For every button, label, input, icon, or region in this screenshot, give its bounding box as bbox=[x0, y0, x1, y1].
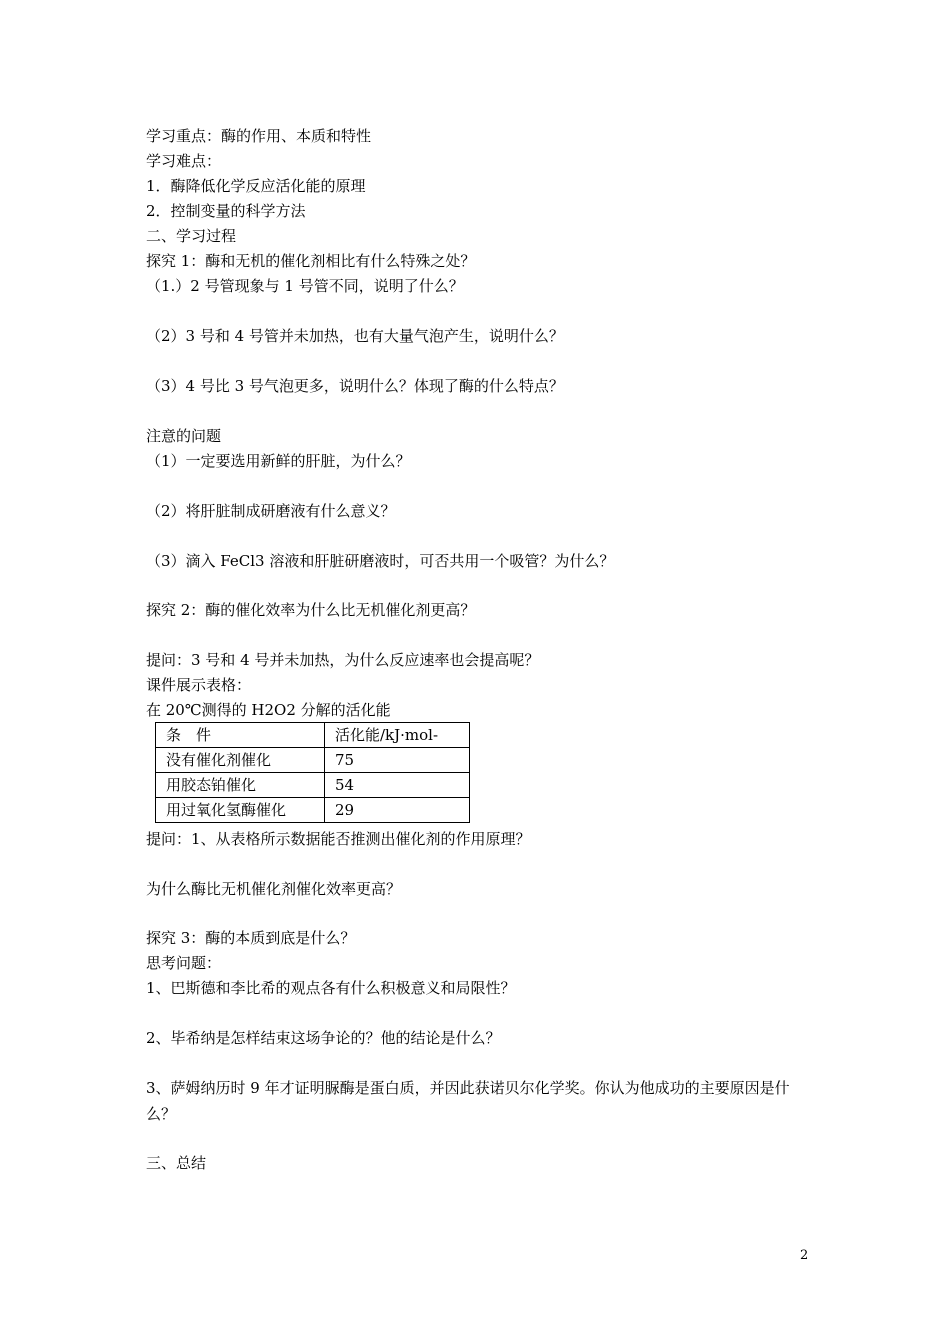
explore-1-question-3: （3）4 号比 3 号气泡更多，说明什么？体现了酶的什么特点？ bbox=[146, 377, 564, 395]
table-cell: 没有催化剂催化 bbox=[156, 748, 325, 773]
table-cell: 用胶态铂催化 bbox=[156, 773, 325, 798]
think-question-1: 1、巴斯德和李比希的观点各有什么积极意义和局限性？ bbox=[146, 979, 516, 997]
table-header-cell: 条 件 bbox=[156, 723, 325, 748]
note-3: （3）滴入 FeCl3 溶液和肝脏研磨液时，可否共用一个吸管？为什么？ bbox=[146, 552, 615, 570]
section-heading-process: 二、学习过程 bbox=[146, 227, 237, 245]
table-caption: 在 20℃测得的 H2O2 分解的活化能 bbox=[146, 701, 391, 719]
learning-focus: 学习重点：酶的作用、本质和特性 bbox=[146, 127, 372, 145]
table-row bbox=[156, 773, 470, 798]
note-2: （2）将肝脏制成研磨液有什么意义？ bbox=[146, 502, 396, 520]
explore-2-heading: 探究 2：酶的催化效率为什么比无机催化剂更高？ bbox=[146, 601, 476, 619]
table-header-row bbox=[156, 723, 470, 748]
think-heading: 思考问题： bbox=[146, 954, 222, 972]
notes-heading: 注意的问题 bbox=[146, 427, 222, 445]
activation-energy-table bbox=[155, 722, 470, 823]
courseware-label: 课件展示表格： bbox=[146, 676, 252, 694]
explore-1-question-1: （1.）2 号管现象与 1 号管不同，说明了什么？ bbox=[146, 277, 464, 295]
question-catalyst-principle: 提问：1、从表格所示数据能否推测出催化剂的作用原理？ bbox=[146, 830, 531, 848]
section-heading-summary: 三、总结 bbox=[146, 1154, 207, 1172]
table-cell: 54 bbox=[325, 773, 470, 798]
think-question-2: 2、毕希纳是怎样结束这场争论的？他的结论是什么？ bbox=[146, 1029, 501, 1047]
question-enzyme-efficiency: 为什么酶比无机催化剂催化效率更高？ bbox=[146, 880, 402, 898]
table-cell: 75 bbox=[325, 748, 470, 773]
table-cell: 29 bbox=[325, 798, 470, 823]
question-heating: 提问：3 号和 4 号并未加热，为什么反应速率也会提高呢？ bbox=[146, 651, 540, 669]
page-number: 2 bbox=[800, 1248, 809, 1263]
explore-3-heading: 探究 3：酶的本质到底是什么？ bbox=[146, 929, 356, 947]
difficulty-item-1: 1．酶降低化学反应活化能的原理 bbox=[146, 177, 366, 195]
table-row bbox=[156, 748, 470, 773]
explore-1-heading: 探究 1：酶和无机的催化剂相比有什么特殊之处？ bbox=[146, 252, 476, 270]
explore-1-question-2: （2）3 号和 4 号管并未加热，也有大量气泡产生，说明什么？ bbox=[146, 327, 564, 345]
difficulty-item-2: 2．控制变量的科学方法 bbox=[146, 202, 306, 220]
learning-difficulty-title: 学习难点： bbox=[146, 152, 222, 170]
think-question-3: 3、萨姆纳历时 9 年才证明脲酶是蛋白质，并因此获诺贝尔化学奖。你认为他成功的主要原因是什么？ bbox=[146, 1079, 790, 1123]
table-header-cell: 活化能/kJ·mol- bbox=[325, 723, 470, 748]
table-row bbox=[156, 798, 470, 823]
note-1: （1）一定要选用新鲜的肝脏，为什么？ bbox=[146, 452, 411, 470]
table-cell: 用过氧化氢酶催化 bbox=[156, 798, 325, 823]
